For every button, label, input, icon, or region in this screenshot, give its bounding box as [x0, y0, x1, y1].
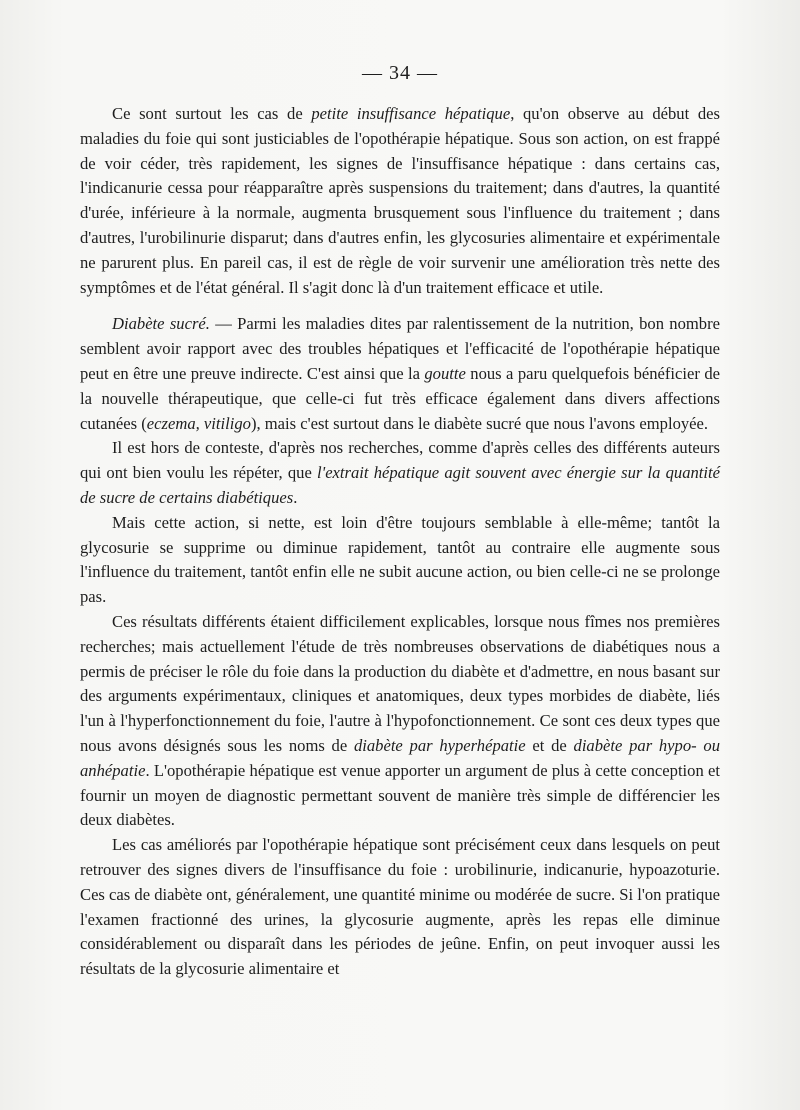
- italic-term: eczema, vitiligo: [146, 413, 251, 433]
- body-text: [80, 102, 720, 982]
- paragraph-deux-types: [80, 610, 720, 833]
- italic-term: petite insuffisance hépatique: [311, 104, 511, 123]
- paragraph-text: . L'opothérapie hépatique est venue apporter un argument de plus à cette conception et fournir un moyen de diagnostic permettant souvent de manière très simple de différencier les deux diabètes.: [80, 760, 720, 830]
- paragraph-text: Les cas améliorés par l'opothérapie hépatique sont précisément ceux dans lesquels on peut retrouver des signes divers de l'insuffisance du foie : urobilinurie, indicanurie, hypoazoturie. Ces cas de diabète ont, généralement, une quantité minime ou modérée de sucre. Si l'on pratique l'examen fractionné des urines, la glycosurie augmente, après les repas elle diminue considérablement ou disparaît dans les périodes de jeûne. Enfin, on peut invoquer aussi les résultats de la glycosurie alimentaire et: [80, 835, 720, 979]
- page-number: — 34 —: [362, 62, 438, 84]
- paragraph-text: Mais cette action, si nette, est loin d'être toujours semblable à elle-même; tantôt la glycosurie se supprime ou diminue rapidement, tantôt au contraire elle augmente sous l'influence du traitement, tantôt enfin elle ne subit aucune action, ou bien celle-ci ne se prolonge pas.: [80, 512, 720, 607]
- italic-term: diabète par hypo- ou anhépatie: [80, 735, 721, 780]
- section-heading: Diabète sucré.: [112, 314, 210, 334]
- paragraph-extrait-hepatique: [80, 436, 720, 510]
- italic-term: diabète par hyperhépatie: [353, 735, 526, 755]
- paragraph-diabete-sucre: [80, 312, 720, 436]
- paragraph-text: Il est hors de conteste, d'après nos recherches, comme d'après celles des différents auteurs qui ont bien voulu les répéter, que: [80, 438, 720, 483]
- paragraph-text: .: [293, 487, 298, 507]
- italic-term: goutte: [424, 363, 466, 383]
- paragraph-text: nous a paru quelquefois bénéficier de la nouvelle thérapeutique, que celle-ci fut très efficace également dans divers affections cutanées (: [80, 363, 720, 433]
- paragraph-cas-ameliores: [80, 833, 720, 982]
- paragraph-petite-insuffisance: [80, 102, 720, 300]
- paragraph-text: Ce sont surtout les cas de: [112, 104, 312, 123]
- paragraph-text: et de: [525, 735, 574, 755]
- paragraph-text: , qu'on observe au début des maladies du foie qui sont justiciables de l'opothérapie hépatique. Sous son action, on est frappé de voir céder, très rapidement, les signes de l'insuffisance hépatique : dans certains cas, l'indicanurie cessa pour réapparaître après suspensions du traitement; dans d'autres, la quantité d'urée, inférieure à la normale, augmenta brusquement sous l'influence du traitement ; dans d'autres, l'urobilinurie disparut; dans d'autres enfin, les glycosuries alimentaire et expérimentale ne parurent plus. En pareil cas, il est de règle de voir survenir une amélioration très nette des symptômes et de l'état général. Il s'agit donc là d'un traitement efficace et utile.: [80, 104, 720, 297]
- paragraph-text: Ces résultats différents étaient difficilement explicables, lorsque nous fîmes nos premières recherches; mais actuellement l'étude de très nombreuses observations de diabétiques nous a permis de préciser le rôle du foie dans la production du diabète et d'admettre, en nous basant sur des arguments expérimentaux, cliniques et anatomiques, deux types morbides de diabète, liés l'un à l'hyperfonctionnement du foie, l'autre à l'hypofonctionnement. Ce sont ces deux types que nous avons désignés sous les noms de: [80, 611, 720, 755]
- paragraph-action-variable: [80, 511, 720, 610]
- paragraph-text: ), mais c'est surtout dans le diabète sucré que nous l'avons employée.: [250, 413, 709, 433]
- paragraph-text: — Parmi les maladies dites par ralentissement de la nutrition, bon nombre semblent avoir rapport avec des troubles hépatiques et l'efficacité de l'opothérapie hépatique peut en être une preuve indirecte. C'est ainsi que la: [80, 314, 720, 383]
- italic-term: l'extrait hépatique agit souvent avec énergie sur la quantité de sucre de certains diabétiques: [80, 463, 720, 507]
